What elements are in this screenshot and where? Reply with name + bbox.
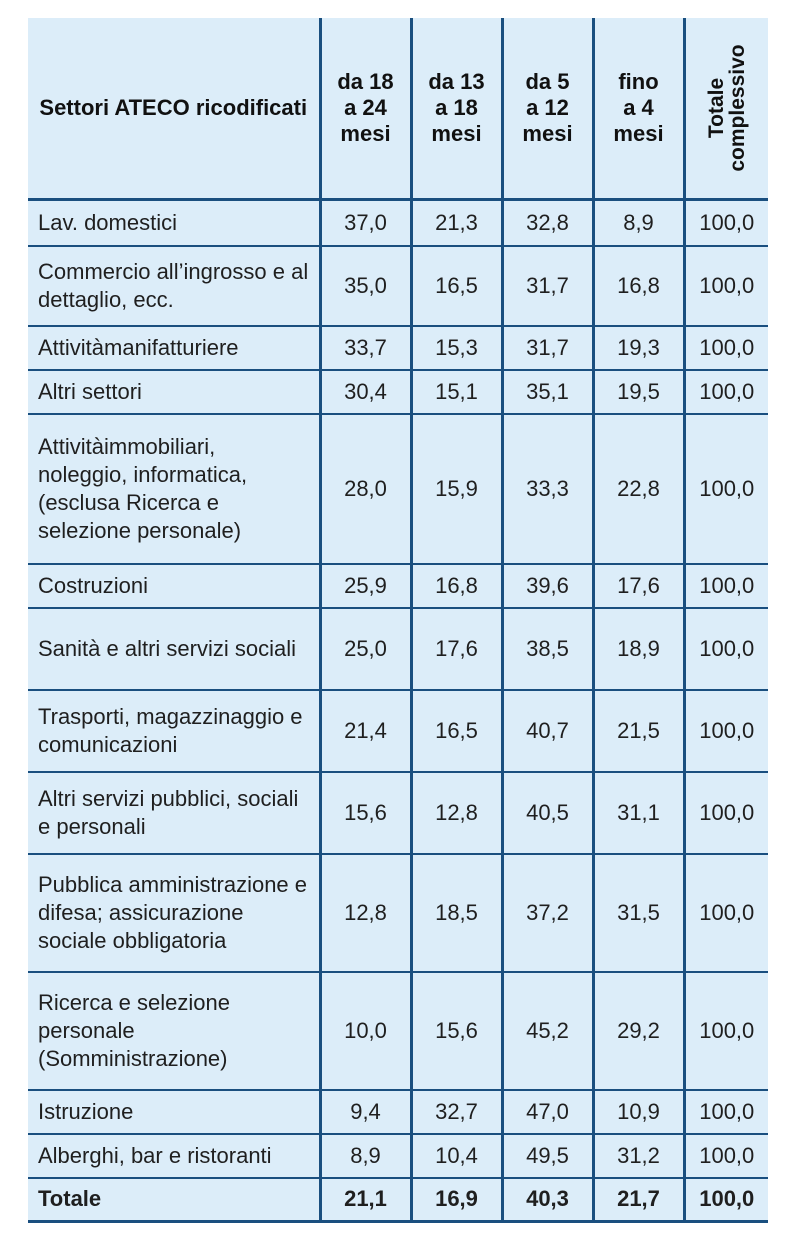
sector-cell: Ricerca e selezione personale (Somministrazione) — [28, 972, 320, 1090]
value-total-cell: 100,0 — [684, 200, 768, 246]
value-18-24-cell: 25,0 — [320, 608, 411, 690]
header-col5: Totale complessivo — [684, 18, 768, 200]
total-18-24-cell: 21,1 — [320, 1178, 411, 1222]
value-0-4-cell: 16,8 — [593, 246, 684, 326]
value-0-4-cell: 17,6 — [593, 564, 684, 608]
value-0-4-cell: 19,5 — [593, 370, 684, 414]
table-header-row — [28, 18, 768, 200]
sector-cell: Altri servizi pubblici, sociali e personali — [28, 772, 320, 854]
total-5-12-cell: 40,3 — [502, 1178, 593, 1222]
sector-cell: Commercio all’ingrosso e al dettaglio, ecc. — [28, 246, 320, 326]
value-5-12-cell: 39,6 — [502, 564, 593, 608]
sector-cell: Istruzione — [28, 1090, 320, 1134]
value-5-12-cell: 49,5 — [502, 1134, 593, 1178]
value-18-24-cell: 10,0 — [320, 972, 411, 1090]
table-row — [28, 200, 768, 246]
value-0-4-cell: 31,2 — [593, 1134, 684, 1178]
header-col2: da 13 a 18 mesi — [411, 18, 502, 200]
value-5-12-cell: 40,5 — [502, 772, 593, 854]
value-18-24-cell: 25,9 — [320, 564, 411, 608]
value-0-4-cell: 19,3 — [593, 326, 684, 370]
table-row — [28, 370, 768, 414]
data-table — [28, 18, 768, 1223]
value-5-12-cell: 40,7 — [502, 690, 593, 772]
value-13-18-cell: 10,4 — [411, 1134, 502, 1178]
total-0-4-cell: 21,7 — [593, 1178, 684, 1222]
value-18-24-cell: 28,0 — [320, 414, 411, 564]
sector-cell: Trasporti, magazzinaggio e comunicazioni — [28, 690, 320, 772]
value-13-18-cell: 15,3 — [411, 326, 502, 370]
value-13-18-cell: 15,9 — [411, 414, 502, 564]
value-13-18-cell: 21,3 — [411, 200, 502, 246]
value-18-24-cell: 12,8 — [320, 854, 411, 972]
value-5-12-cell: 35,1 — [502, 370, 593, 414]
value-total-cell: 100,0 — [684, 854, 768, 972]
table-row — [28, 246, 768, 326]
value-5-12-cell: 37,2 — [502, 854, 593, 972]
sector-cell: Attivitàmanifatturiere — [28, 326, 320, 370]
value-5-12-cell: 45,2 — [502, 972, 593, 1090]
value-13-18-cell: 32,7 — [411, 1090, 502, 1134]
value-0-4-cell: 31,5 — [593, 854, 684, 972]
value-5-12-cell: 32,8 — [502, 200, 593, 246]
sector-cell: Lav. domestici — [28, 200, 320, 246]
value-0-4-cell: 18,9 — [593, 608, 684, 690]
value-total-cell: 100,0 — [684, 370, 768, 414]
value-0-4-cell: 22,8 — [593, 414, 684, 564]
value-total-cell: 100,0 — [684, 246, 768, 326]
value-0-4-cell: 29,2 — [593, 972, 684, 1090]
header-col3: da 5 a 12 mesi — [502, 18, 593, 200]
value-total-cell: 100,0 — [684, 690, 768, 772]
table-row — [28, 1090, 768, 1134]
value-5-12-cell: 47,0 — [502, 1090, 593, 1134]
value-total-cell: 100,0 — [684, 772, 768, 854]
value-13-18-cell: 16,5 — [411, 690, 502, 772]
value-5-12-cell: 33,3 — [502, 414, 593, 564]
value-0-4-cell: 31,1 — [593, 772, 684, 854]
value-5-12-cell: 38,5 — [502, 608, 593, 690]
value-13-18-cell: 12,8 — [411, 772, 502, 854]
total-total-cell: 100,0 — [684, 1178, 768, 1222]
value-18-24-cell: 30,4 — [320, 370, 411, 414]
value-total-cell: 100,0 — [684, 564, 768, 608]
value-13-18-cell: 17,6 — [411, 608, 502, 690]
table-row — [28, 564, 768, 608]
value-5-12-cell: 31,7 — [502, 246, 593, 326]
value-18-24-cell: 33,7 — [320, 326, 411, 370]
value-total-cell: 100,0 — [684, 972, 768, 1090]
value-18-24-cell: 9,4 — [320, 1090, 411, 1134]
value-0-4-cell: 21,5 — [593, 690, 684, 772]
table-row — [28, 1134, 768, 1178]
value-total-cell: 100,0 — [684, 326, 768, 370]
value-18-24-cell: 35,0 — [320, 246, 411, 326]
value-0-4-cell: 10,9 — [593, 1090, 684, 1134]
table-total-row — [28, 1178, 768, 1222]
value-13-18-cell: 16,8 — [411, 564, 502, 608]
header-sector: Settori ATECO ricodificati — [28, 18, 320, 200]
value-5-12-cell: 31,7 — [502, 326, 593, 370]
sector-cell: Attivitàimmobiliari, noleggio, informatica, (esclusa Ricerca e selezione personale) — [28, 414, 320, 564]
table-row — [28, 608, 768, 690]
value-total-cell: 100,0 — [684, 414, 768, 564]
sector-cell: Altri settori — [28, 370, 320, 414]
value-18-24-cell: 37,0 — [320, 200, 411, 246]
value-total-cell: 100,0 — [684, 1090, 768, 1134]
value-13-18-cell: 18,5 — [411, 854, 502, 972]
value-13-18-cell: 15,1 — [411, 370, 502, 414]
value-18-24-cell: 21,4 — [320, 690, 411, 772]
table-row — [28, 326, 768, 370]
sector-cell: Alberghi, bar e ristoranti — [28, 1134, 320, 1178]
total-label-cell: Totale — [28, 1178, 320, 1222]
sector-cell: Sanità e altri servizi sociali — [28, 608, 320, 690]
value-18-24-cell: 8,9 — [320, 1134, 411, 1178]
total-13-18-cell: 16,9 — [411, 1178, 502, 1222]
table-row — [28, 854, 768, 972]
table-row — [28, 414, 768, 564]
table-row — [28, 772, 768, 854]
value-18-24-cell: 15,6 — [320, 772, 411, 854]
value-13-18-cell: 15,6 — [411, 972, 502, 1090]
value-0-4-cell: 8,9 — [593, 200, 684, 246]
header-col4: fino a 4 mesi — [593, 18, 684, 200]
header-col1: da 18 a 24 mesi — [320, 18, 411, 200]
sector-cell: Costruzioni — [28, 564, 320, 608]
value-total-cell: 100,0 — [684, 1134, 768, 1178]
table-row — [28, 972, 768, 1090]
value-13-18-cell: 16,5 — [411, 246, 502, 326]
sector-cell: Pubblica amministrazione e difesa; assicurazione sociale obbligatoria — [28, 854, 320, 972]
table-row — [28, 690, 768, 772]
value-total-cell: 100,0 — [684, 608, 768, 690]
